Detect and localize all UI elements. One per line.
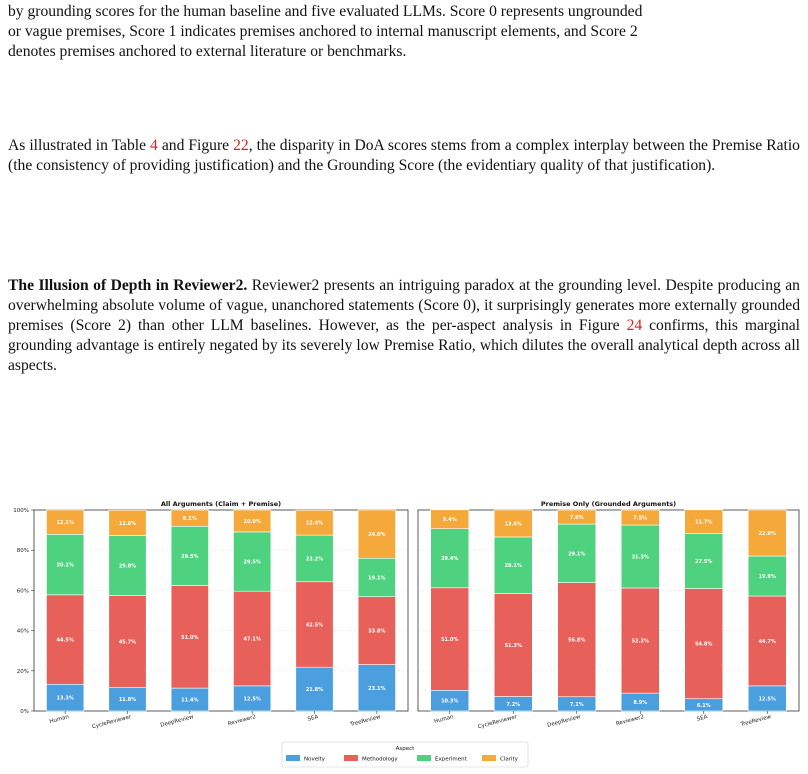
x-tick-label: DeepReview	[159, 714, 195, 729]
figure-reference-link[interactable]: 22	[233, 137, 249, 154]
data-label: 13.4%	[504, 521, 522, 528]
data-label: 33.8%	[368, 628, 386, 635]
legend-label: Novelty	[304, 756, 326, 763]
paragraph-text: As illustrated in Table	[8, 137, 151, 154]
data-label: 29.5%	[181, 553, 199, 560]
paragraph-text: Reviewer2 presents an intriguing paradox at the grounding level. Despite producing an overwhelming absolute volume of vague, unanchored statements (Score 0), it surprisingly generates more externally grounded premises (Score 2) than other LLM baselines. However, as the per-aspect analysis in Figure	[8, 277, 800, 334]
y-tick-label: 60%	[16, 588, 29, 595]
plot-frame	[34, 510, 408, 711]
data-label: 12.5%	[243, 696, 261, 703]
x-tick-label: Reviewer2	[227, 714, 257, 728]
reviewer2-paragraph	[8, 276, 800, 376]
data-label: 7.0%	[569, 515, 584, 522]
y-tick-label: 100%	[13, 508, 29, 514]
paragraph-text: , the disparity in DoA scores stems from a complex interplay between the Premise Ratio (the consistency of providing justification) and the Grounding Score (the evidentiary quality of that justification).	[8, 137, 800, 174]
table-reference-link[interactable]: 4	[150, 137, 158, 154]
data-label: 7.5%	[633, 515, 648, 522]
x-tick-label: CycleReviewer	[91, 714, 133, 731]
data-label: 54.8%	[695, 641, 713, 648]
legend-title: Aspect	[395, 746, 415, 752]
x-tick-label: Human	[433, 714, 455, 726]
data-label: 12.5%	[758, 696, 776, 703]
data-label: 19.9%	[758, 574, 776, 581]
aspect-distribution-figure	[0, 496, 808, 774]
data-label: 47.1%	[243, 636, 261, 643]
x-tick-label: SEA	[696, 714, 709, 723]
intro-paragraph	[8, 2, 800, 62]
data-label: 10.9%	[243, 518, 261, 525]
y-tick-label: 40%	[16, 628, 29, 635]
x-tick-label: DeepReview	[546, 714, 582, 729]
legend-label: Clarity	[500, 756, 518, 763]
data-label: 31.3%	[631, 554, 649, 561]
data-label: 12.1%	[56, 520, 74, 527]
data-label: 19.1%	[368, 575, 386, 582]
data-label: 13.3%	[56, 695, 74, 702]
x-tick-label: CycleReviewer	[477, 714, 518, 731]
data-label: 12.4%	[305, 520, 324, 527]
data-label: 8.9%	[633, 700, 648, 707]
legend-swatch	[344, 755, 358, 761]
paragraph-text: confirms, this marginal grounding advantage is entirely negated by its severely low Premise Ratio, which dilutes the overall analytical depth across all aspects.	[8, 317, 801, 374]
data-label: 51.0%	[441, 637, 459, 644]
data-label: 42.5%	[305, 622, 324, 629]
plot-frame	[418, 510, 799, 711]
x-tick-label: TreeReview	[740, 714, 772, 728]
data-label: 56.8%	[568, 637, 586, 644]
chart-legend	[282, 742, 528, 767]
y-tick-label: 20%	[16, 668, 29, 675]
data-label: 11.4%	[181, 697, 199, 704]
data-label: 29.5%	[243, 559, 261, 566]
data-label: 7.2%	[506, 701, 521, 708]
y-tick-label: 0%	[20, 709, 29, 715]
data-label: 24.0%	[368, 532, 386, 539]
data-label: 51.3%	[504, 642, 522, 649]
data-label: 6.1%	[696, 702, 711, 709]
y-tick-label: 80%	[16, 548, 29, 555]
data-label: 23.2%	[305, 556, 324, 563]
data-label: 44.5%	[56, 637, 74, 644]
data-label: 45.7%	[118, 639, 137, 646]
legend-swatch	[286, 755, 300, 761]
data-label: 12.6%	[118, 520, 137, 527]
data-label: 23.1%	[368, 685, 386, 692]
data-label: 29.4%	[441, 556, 459, 563]
x-tick-label: Human	[48, 714, 70, 726]
data-label: 30.1%	[56, 562, 74, 569]
chart-title: Premise Only (Grounded Arguments)	[540, 500, 677, 508]
x-tick-label: TreeReview	[349, 714, 382, 728]
data-label: 44.7%	[758, 638, 776, 645]
data-label: 28.1%	[504, 563, 522, 570]
data-label: 9.4%	[442, 517, 457, 524]
data-label: 8.1%	[182, 516, 197, 523]
data-label: 52.3%	[631, 638, 649, 645]
data-label: 27.5%	[695, 558, 713, 565]
text-line: or vague premises, Score 1 indicates premises anchored to internal manuscript elements, and Score 2	[8, 23, 638, 40]
legend-swatch	[482, 755, 496, 761]
data-label: 51.0%	[181, 634, 199, 641]
legend-swatch	[417, 755, 431, 761]
figure-reference-link[interactable]: 24	[626, 317, 643, 334]
legend-label: Methodology	[362, 756, 398, 763]
paragraph-text: and Figure	[157, 137, 234, 154]
text-line: by grounding scores for the human baseline and five evaluated LLMs. Score 0 represents ungrounded	[8, 3, 643, 20]
data-label: 7.1%	[569, 701, 584, 708]
chart-panel	[418, 500, 799, 730]
data-label: 29.1%	[568, 551, 586, 558]
legend-label: Experiment	[435, 756, 467, 763]
data-label: 29.8%	[118, 563, 137, 570]
analysis-paragraph	[8, 136, 800, 176]
chart-title: All Arguments (Claim + Premise)	[160, 500, 282, 508]
data-label: 11.8%	[118, 697, 137, 704]
chart-panel	[13, 500, 408, 730]
data-label: 22.9%	[758, 531, 776, 538]
data-label: 11.7%	[695, 519, 713, 526]
text-line: denotes premises anchored to external literature or benchmarks.	[8, 43, 407, 60]
x-tick-label: SEA	[307, 714, 320, 723]
x-tick-label: Reviewer2	[615, 714, 645, 728]
data-label: 21.8%	[305, 687, 324, 694]
paragraph-heading: The Illusion of Depth in Reviewer2.	[8, 277, 248, 294]
data-label: 10.3%	[441, 698, 459, 705]
